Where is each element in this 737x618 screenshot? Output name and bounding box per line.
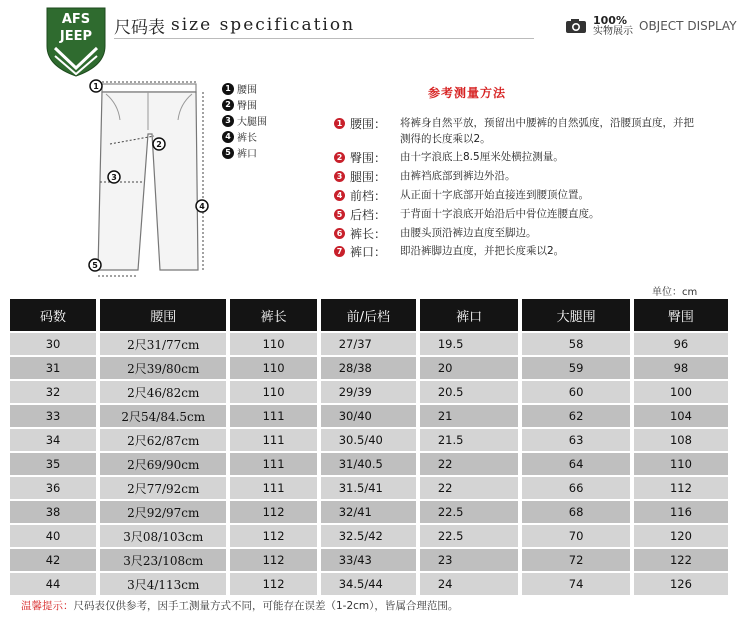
- legend-label: 大腿围: [237, 117, 267, 128]
- number-badge: 4: [334, 190, 345, 201]
- method-key: 裤长：: [350, 227, 387, 241]
- table-cell: 62: [522, 405, 630, 427]
- number-badge: 2: [222, 99, 234, 111]
- number-badge: 4: [222, 131, 234, 143]
- table-cell: 116: [634, 501, 728, 523]
- method-title: 参考测量方法: [428, 86, 507, 100]
- table-cell: 64: [522, 453, 630, 475]
- badge-en: OBJECT DISPLAY: [639, 19, 737, 33]
- method-item: [334, 149, 734, 166]
- table-cell: 33/43: [321, 549, 416, 571]
- table-cell: 63: [522, 429, 630, 451]
- table-cell: 29/39: [321, 381, 416, 403]
- number-badge: 5: [222, 147, 234, 159]
- table-cell: 27/37: [321, 333, 416, 355]
- table-cell: 58: [522, 333, 630, 355]
- number-badge: 1: [222, 83, 234, 95]
- method-item: [334, 243, 734, 260]
- table-row: [10, 549, 728, 571]
- brand-line1: AFS: [61, 12, 91, 27]
- table-cell: 100: [634, 381, 728, 403]
- column-header: 裤长: [230, 299, 316, 331]
- svg-text:5: 5: [92, 261, 98, 270]
- table-cell: 2尺39/80cm: [100, 357, 226, 379]
- table-cell: 110: [230, 381, 316, 403]
- legend-item: [222, 146, 267, 159]
- table-cell: 2尺69/90cm: [100, 453, 226, 475]
- number-badge: 6: [334, 228, 345, 239]
- table-cell: 59: [522, 357, 630, 379]
- header: [0, 0, 737, 80]
- table-cell: 2尺62/87cm: [100, 429, 226, 451]
- table-cell: 111: [230, 405, 316, 427]
- legend-item: [222, 82, 267, 95]
- diagram-legend: [222, 82, 267, 159]
- table-cell: 112: [634, 477, 728, 499]
- table-cell: 110: [230, 357, 316, 379]
- table-row: [10, 573, 728, 595]
- column-header: 大腿围: [522, 299, 630, 331]
- legend-label: 臀围: [237, 101, 257, 112]
- note-text: 尺码表仅供参考，因手工测量方式不同，可能存在误差（1-2cm），皆属合理范围。: [73, 600, 459, 612]
- column-header: 裤口: [420, 299, 519, 331]
- method-key: 腿围：: [350, 170, 387, 184]
- title-cn: 尺码表: [114, 17, 165, 38]
- note-label: 温馨提示：: [21, 600, 74, 612]
- table-cell: 34.5/44: [321, 573, 416, 595]
- table-cell: 38: [10, 501, 96, 523]
- table-cell: 98: [634, 357, 728, 379]
- legend-item: [222, 130, 267, 143]
- table-cell: 66: [522, 477, 630, 499]
- table-cell: 30/40: [321, 405, 416, 427]
- table-cell: 2尺31/77cm: [100, 333, 226, 355]
- table-cell: 3尺4/113cm: [100, 573, 226, 595]
- table-cell: 70: [522, 525, 630, 547]
- legend-label: 腰围: [237, 85, 257, 96]
- table-cell: 126: [634, 573, 728, 595]
- svg-text:2: 2: [156, 140, 162, 149]
- table-cell: 22: [420, 477, 519, 499]
- legend-label: 裤口: [237, 149, 257, 160]
- table-cell: 2尺46/82cm: [100, 381, 226, 403]
- method-desc: 从正面十字底部开始直接连到腰顶位置。: [400, 189, 589, 201]
- column-header: 臀围: [634, 299, 728, 331]
- table-cell: 19.5: [420, 333, 519, 355]
- method-key: 臀围：: [350, 151, 387, 165]
- method-desc: 由十字浪底上8.5厘米处横拉测量。: [400, 151, 564, 163]
- table-cell: 110: [230, 333, 316, 355]
- table-cell: 32.5/42: [321, 525, 416, 547]
- table-cell: 2尺77/92cm: [100, 477, 226, 499]
- table-cell: 24: [420, 573, 519, 595]
- table-cell: 31: [10, 357, 96, 379]
- table-cell: 33: [10, 405, 96, 427]
- table-cell: 21: [420, 405, 519, 427]
- marker-5: [89, 259, 101, 271]
- method-desc: 即沿裤脚边直度，并把长度乘以2。: [400, 245, 565, 257]
- table-header-row: [10, 299, 728, 331]
- table-cell: 3尺08/103cm: [100, 525, 226, 547]
- column-header: 腰围: [100, 299, 226, 331]
- method-item: [334, 187, 734, 204]
- table-cell: 28/38: [321, 357, 416, 379]
- svg-text:1: 1: [93, 82, 99, 91]
- table-cell: 74: [522, 573, 630, 595]
- table-cell: 68: [522, 501, 630, 523]
- column-header: 前/后档: [321, 299, 416, 331]
- table-cell: 72: [522, 549, 630, 571]
- svg-text:4: 4: [199, 202, 205, 211]
- table-row: [10, 333, 728, 355]
- size-table: [10, 297, 728, 597]
- column-header: 码数: [10, 299, 96, 331]
- table-cell: 34: [10, 429, 96, 451]
- table-cell: 2尺92/97cm: [100, 501, 226, 523]
- table-cell: 111: [230, 429, 316, 451]
- page-title: [114, 13, 355, 37]
- table-cell: 112: [230, 501, 316, 523]
- method-item: [334, 206, 734, 223]
- method-key: 后档：: [350, 208, 387, 222]
- table-cell: 36: [10, 477, 96, 499]
- marker-2: [153, 138, 165, 150]
- number-badge: 7: [334, 246, 345, 257]
- method-desc: 将裤身自然平放，预留出中腰裤的自然弧度，沿腰顶直度，并把测得的长度乘以2。: [400, 117, 694, 145]
- table-cell: 32/41: [321, 501, 416, 523]
- table-row: [10, 381, 728, 403]
- method-desc: 于背面十字浪底开始沿后中骨位连腰直度。: [400, 208, 600, 220]
- marker-1: [90, 80, 102, 92]
- method-desc: 由腰头顶沿裤边直度至脚边。: [400, 227, 537, 239]
- method-key: 腰围：: [350, 117, 387, 131]
- table-cell: 111: [230, 453, 316, 475]
- table-cell: 2尺54/84.5cm: [100, 405, 226, 427]
- table-cell: 22: [420, 453, 519, 475]
- unit-label: 单位：cm: [652, 287, 698, 298]
- table-cell: 110: [634, 453, 728, 475]
- number-badge: 1: [334, 118, 345, 129]
- table-cell: 23: [420, 549, 519, 571]
- legend-label: 裤长: [237, 133, 257, 144]
- number-badge: 3: [222, 115, 234, 127]
- table-cell: 111: [230, 477, 316, 499]
- brand-line2: JEEP: [59, 29, 93, 44]
- camera-icon: [565, 18, 587, 34]
- badge-pct: 100%: [593, 14, 627, 27]
- pants-diagram: [80, 78, 300, 283]
- method-item: [334, 225, 734, 242]
- table-cell: 22.5: [420, 501, 519, 523]
- method-item: [334, 168, 734, 185]
- table-cell: 20: [420, 357, 519, 379]
- marker-3: [108, 171, 120, 183]
- object-display-badge: [565, 15, 737, 37]
- table-cell: 35: [10, 453, 96, 475]
- table-cell: 20.5: [420, 381, 519, 403]
- table-cell: 112: [230, 549, 316, 571]
- method-key: 前档：: [350, 189, 387, 203]
- method-item: [334, 115, 734, 147]
- table-cell: 32: [10, 381, 96, 403]
- legend-item: [222, 114, 267, 127]
- brand-logo: [45, 6, 107, 78]
- table-cell: 31.5/41: [321, 477, 416, 499]
- table-cell: 112: [230, 525, 316, 547]
- table-cell: 120: [634, 525, 728, 547]
- table-cell: 42: [10, 549, 96, 571]
- table-cell: 31/40.5: [321, 453, 416, 475]
- table-cell: 40: [10, 525, 96, 547]
- badge-cn: 实物展示: [593, 26, 633, 37]
- header-divider: [114, 38, 534, 39]
- table-cell: 112: [230, 573, 316, 595]
- table-cell: 44: [10, 573, 96, 595]
- table-cell: 3尺23/108cm: [100, 549, 226, 571]
- table-cell: 60: [522, 381, 630, 403]
- legend-item: [222, 98, 267, 111]
- table-row: [10, 453, 728, 475]
- table-cell: 108: [634, 429, 728, 451]
- table-row: [10, 357, 728, 379]
- table-row: [10, 501, 728, 523]
- table-cell: 30: [10, 333, 96, 355]
- table-cell: 22.5: [420, 525, 519, 547]
- table-row: [10, 405, 728, 427]
- number-badge: 2: [334, 152, 345, 163]
- table-row: [10, 477, 728, 499]
- table-row: [10, 429, 728, 451]
- title-en: size specification: [171, 15, 356, 35]
- svg-text:3: 3: [111, 173, 117, 182]
- method-key: 裤口：: [350, 245, 387, 259]
- table-cell: 30.5/40: [321, 429, 416, 451]
- marker-4: [196, 200, 208, 212]
- number-badge: 5: [334, 209, 345, 220]
- number-badge: 3: [334, 171, 345, 182]
- table-row: [10, 525, 728, 547]
- table-cell: 104: [634, 405, 728, 427]
- table-cell: 96: [634, 333, 728, 355]
- table-cell: 21.5: [420, 429, 519, 451]
- footer-note: [21, 598, 458, 613]
- method-desc: 由裤裆底部到裤边外沿。: [400, 170, 516, 182]
- table-cell: 122: [634, 549, 728, 571]
